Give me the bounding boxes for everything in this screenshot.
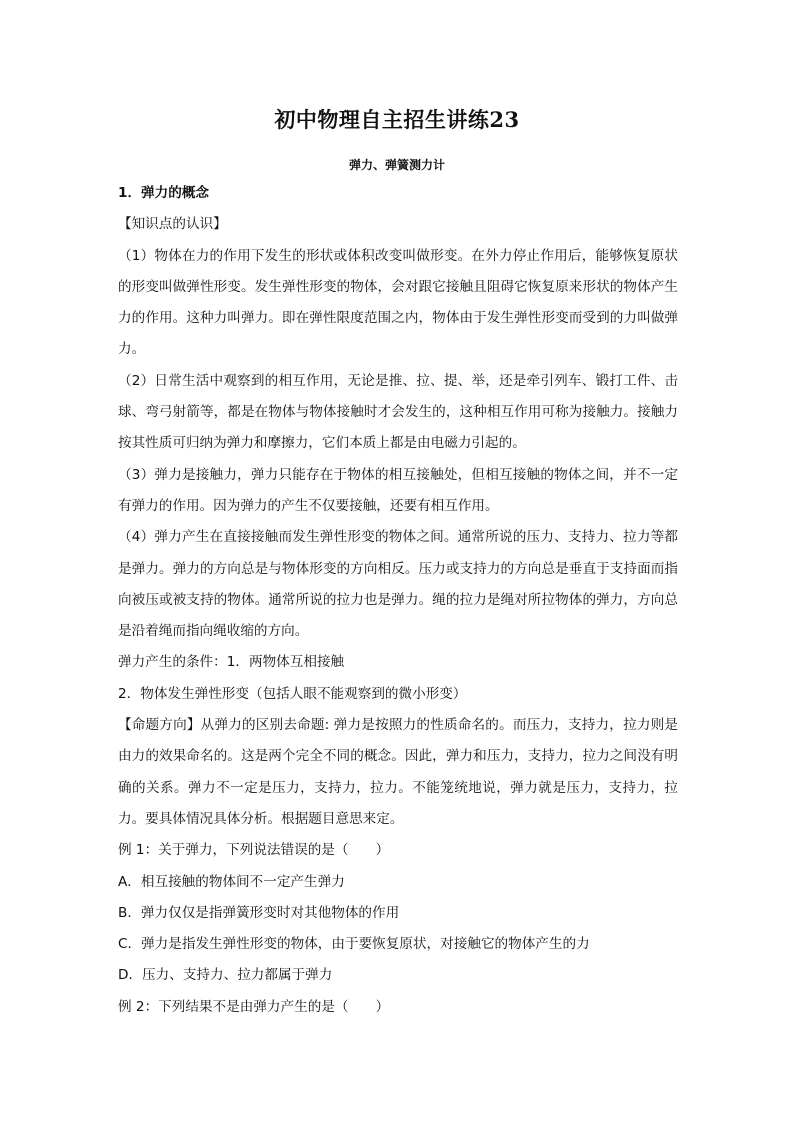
knowledge-heading: 【知识点的认识】 (118, 216, 227, 233)
document-body (118, 178, 678, 1023)
section-heading: 1．弹力的概念 (118, 185, 210, 201)
direction-label: 【命题方向】 (118, 717, 201, 734)
example-1-option-b: B．弹力仅仅是指弹簧形变时对其他物体的作用 (118, 904, 400, 921)
example-1-option-a: A．相互接触的物体间不一定产生弹力 (118, 873, 345, 890)
paragraph-3: （3）弹力是接触力，弹力只能存在于物体的相互接触处，但相互接触的物体之间，并不一定有弹力的作用。因为弹力的产生不仅要接触，还要有相互作用。 (118, 466, 678, 514)
example-1-option-d: D．压力、支持力、拉力都属于弹力 (118, 967, 333, 984)
example-1-question: 例 1：关于弹力，下列说法错误的是（ ） (118, 842, 390, 859)
document-title: 初中物理自主招生讲练23 (274, 107, 520, 132)
paragraph-2: （2）日常生活中观察到的相互作用，无论是推、拉、提、举，还是牵引列车、锻打工件、击球、弯弓射箭等，都是在物体与物体接触时才会发生的，这种相互作用可称为接触力。接触力按其性质可归纳为弹力和摩擦力，它们本质上都是由电磁力引起的。 (118, 372, 678, 452)
example-1-option-c: C．弹力是指发生弹性形变的物体，由于要恢复原状，对接触它的物体产生的力 (118, 936, 590, 953)
document-subtitle: 弹力、弹簧测力计 (348, 158, 445, 172)
paragraph-1: （1）物体在力的作用下发生的形状或体积改变叫做形变。在外力停止作用后，能够恢复原状的形变叫做弹性形变。发生弹性形变的物体，会对跟它接触且阻碍它恢复原来形状的物体产生力的作用。这种力叫弹力。即在弹性限度范围之内，物体由于发生弹性形变而受到的力叫做弹力。 (118, 247, 678, 358)
direction-text: 从弹力的区别去命题: 弹力是按照力的性质命名的。而压力，支持力，拉力则是由力的效果命名的。这是两个完全不同的概念。因此，弹力和压力，支持力，拉力之间没有明确的关系。弹力不一定是压力，支持力，拉力。不能笼统地说，弹力就是压力，支持力，拉力。要具体情况具体分析。根据题目意思来定。 (118, 717, 678, 827)
direction-paragraph (118, 710, 678, 835)
example-2-question: 例 2：下列结果不是由弹力产生的是（ ） (118, 998, 390, 1015)
paragraph-4: （4）弹力产生在直接接触而发生弹性形变的物体之间。通常所说的压力、支持力、拉力等都是弹力。弹力的方向总是与物体形变的方向相反。压力或支持力的方向总是垂直于支持面而指向被压或被支持的物体。通常所说的拉力也是弹力。绳的拉力是绳对所拉物体的弹力，方向总是沿着绳而指向绳收缩的方向。 (118, 529, 678, 640)
condition-line-1: 弹力产生的条件：1．两物体互相接触 (118, 654, 345, 671)
condition-line-2: 2．物体发生弹性形变（包括人眼不能观察到的微小形变） (118, 685, 467, 702)
